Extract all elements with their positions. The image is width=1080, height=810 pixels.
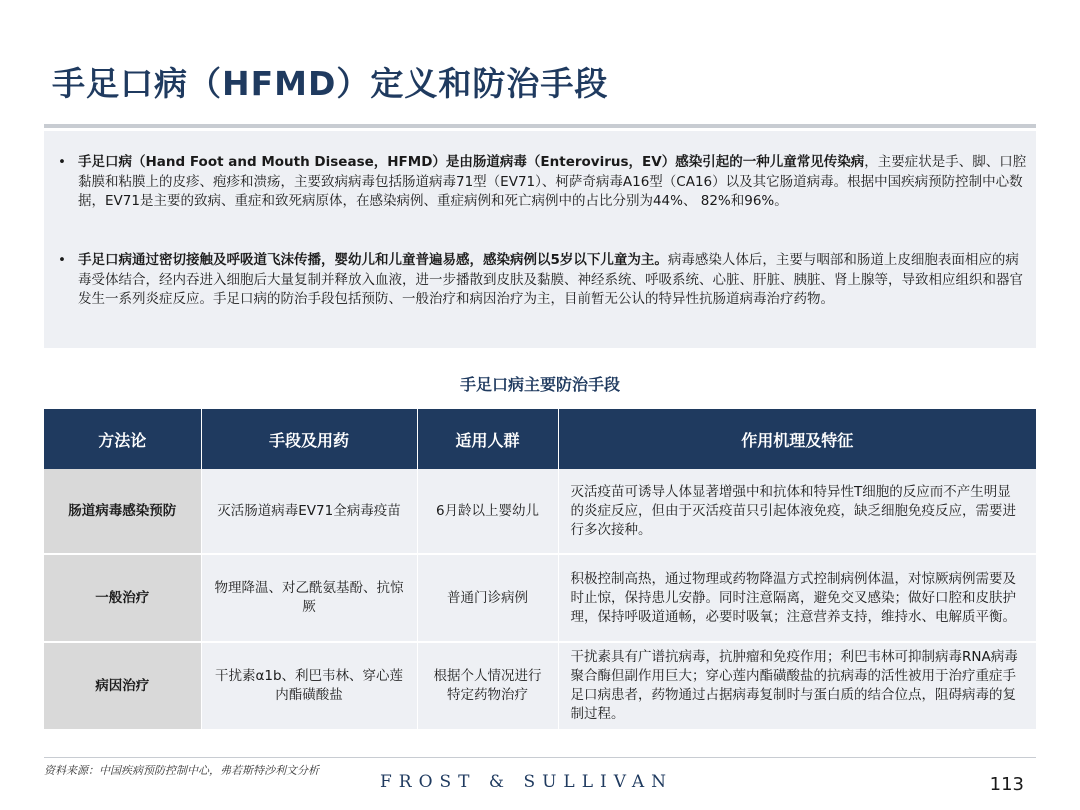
table-row [44, 642, 1036, 730]
summary-bullet [58, 153, 1030, 212]
table-row [44, 469, 1036, 554]
bullet-text [78, 153, 1030, 212]
means-cell: 干扰素α1b、利巴韦林、穿心莲内酯磺酸盐 [201, 642, 417, 730]
source-note: 资料来源：中国疾病预防控制中心，弗若斯特沙利文分析 [44, 764, 319, 777]
column-header-mechanism: 作用机理及特征 [558, 409, 1036, 469]
bullet-normal-text: ，主要症状是手、脚、口腔黏膜和粘膜上的皮疹、疱疹和溃疡，主要致病病毒包括肠道病毒71型（EV71）、柯萨奇病毒A16型（CA16）以及其它肠道病毒。根据中国疾病预防控制中心数据，EV71是主要的致病、重症和致死病原体，在感染病例、重症病例和死亡病例中的占比分别为44%、 82%和96%。 [78, 154, 1027, 209]
population-cell: 根据个人情况进行特定药物治疗 [417, 642, 558, 730]
mechanism-cell: 灭活疫苗可诱导人体显著增强中和抗体和特异性T细胞的反应而不产生明显的炎症反应，但由于灭活疫苗只引起体液免疫，缺乏细胞免疫反应，需要进行多次接种。 [558, 469, 1036, 554]
method-cell: 肠道病毒感染预防 [44, 469, 201, 554]
prevention-table [44, 409, 1036, 731]
page-number: 113 [989, 774, 1024, 795]
population-cell: 普通门诊病例 [417, 554, 558, 642]
column-header-method: 方法论 [44, 409, 201, 469]
method-cell: 一般治疗 [44, 554, 201, 642]
bullet-bold-text: 手足口病（Hand Foot and Mouth Disease，HFMD）是由肠道病毒（Enterovirus，EV）感染引起的一种儿童常见传染病 [78, 154, 865, 170]
mechanism-cell: 干扰素具有广谱抗病毒，抗肿瘤和免疫作用；利巴韦林可抑制病毒RNA病毒聚合酶但副作用巨大；穿心莲内酯磺酸盐的抗病毒的活性被用于治疗重症手足口病患者，药物通过占据病毒复制时与蛋白质的结合位点，阻碍病毒的复制过程。 [558, 642, 1036, 730]
table-title: 手足口病主要防治手段 [459, 375, 620, 394]
title-divider [44, 124, 1036, 128]
mechanism-cell: 积极控制高热，通过物理或药物降温方式控制病例体温，对惊厥病例需要及时止惊，保持患儿安静。同时注意隔离，避免交叉感染；做好口腔和皮肤护理，保持呼吸道通畅，必要时吸氧；注意营养支持，维持水、电解质平衡。 [558, 554, 1036, 642]
table-row [44, 554, 1036, 642]
means-cell: 物理降温、对乙酰氨基酚、抗惊厥 [201, 554, 417, 642]
page-title: 手足口病（HFMD）定义和防治手段 [52, 64, 609, 103]
bullet-dot: • [58, 154, 66, 170]
footer-divider [44, 757, 1036, 758]
summary-bullet [58, 251, 1030, 310]
means-cell: 灭活肠道病毒EV71全病毒疫苗 [201, 469, 417, 554]
bullet-bold-text: 手足口病通过密切接触及呼吸道飞沫传播，婴幼儿和儿童普遍易感，感染病例以5岁以下儿童为主。 [78, 252, 668, 268]
column-header-means: 手段及用药 [201, 409, 417, 469]
method-cell: 病因治疗 [44, 642, 201, 730]
brand-logo: FROST & SULLIVAN [380, 772, 673, 792]
table-header-row [44, 409, 1036, 469]
bullet-text [78, 251, 1030, 310]
population-cell: 6月龄以上婴幼儿 [417, 469, 558, 554]
bullet-normal-text: 病毒感染人体后，主要与咽部和肠道上皮细胞表面相应的病毒受体结合，经内吞进入细胞后大量复制并释放入血液，进一步播散到皮肤及黏膜、神经系统、呼吸系统、心脏、肝脏、胰脏、肾上腺等，导致相应组织和器官发生一系列炎症反应。手足口病的防治手段包括预防、一般治疗和病因治疗为主，目前暂无公认的特异性抗肠道病毒治疗药物。 [78, 252, 1023, 307]
column-header-population: 适用人群 [417, 409, 558, 469]
bullet-dot: • [58, 252, 66, 268]
